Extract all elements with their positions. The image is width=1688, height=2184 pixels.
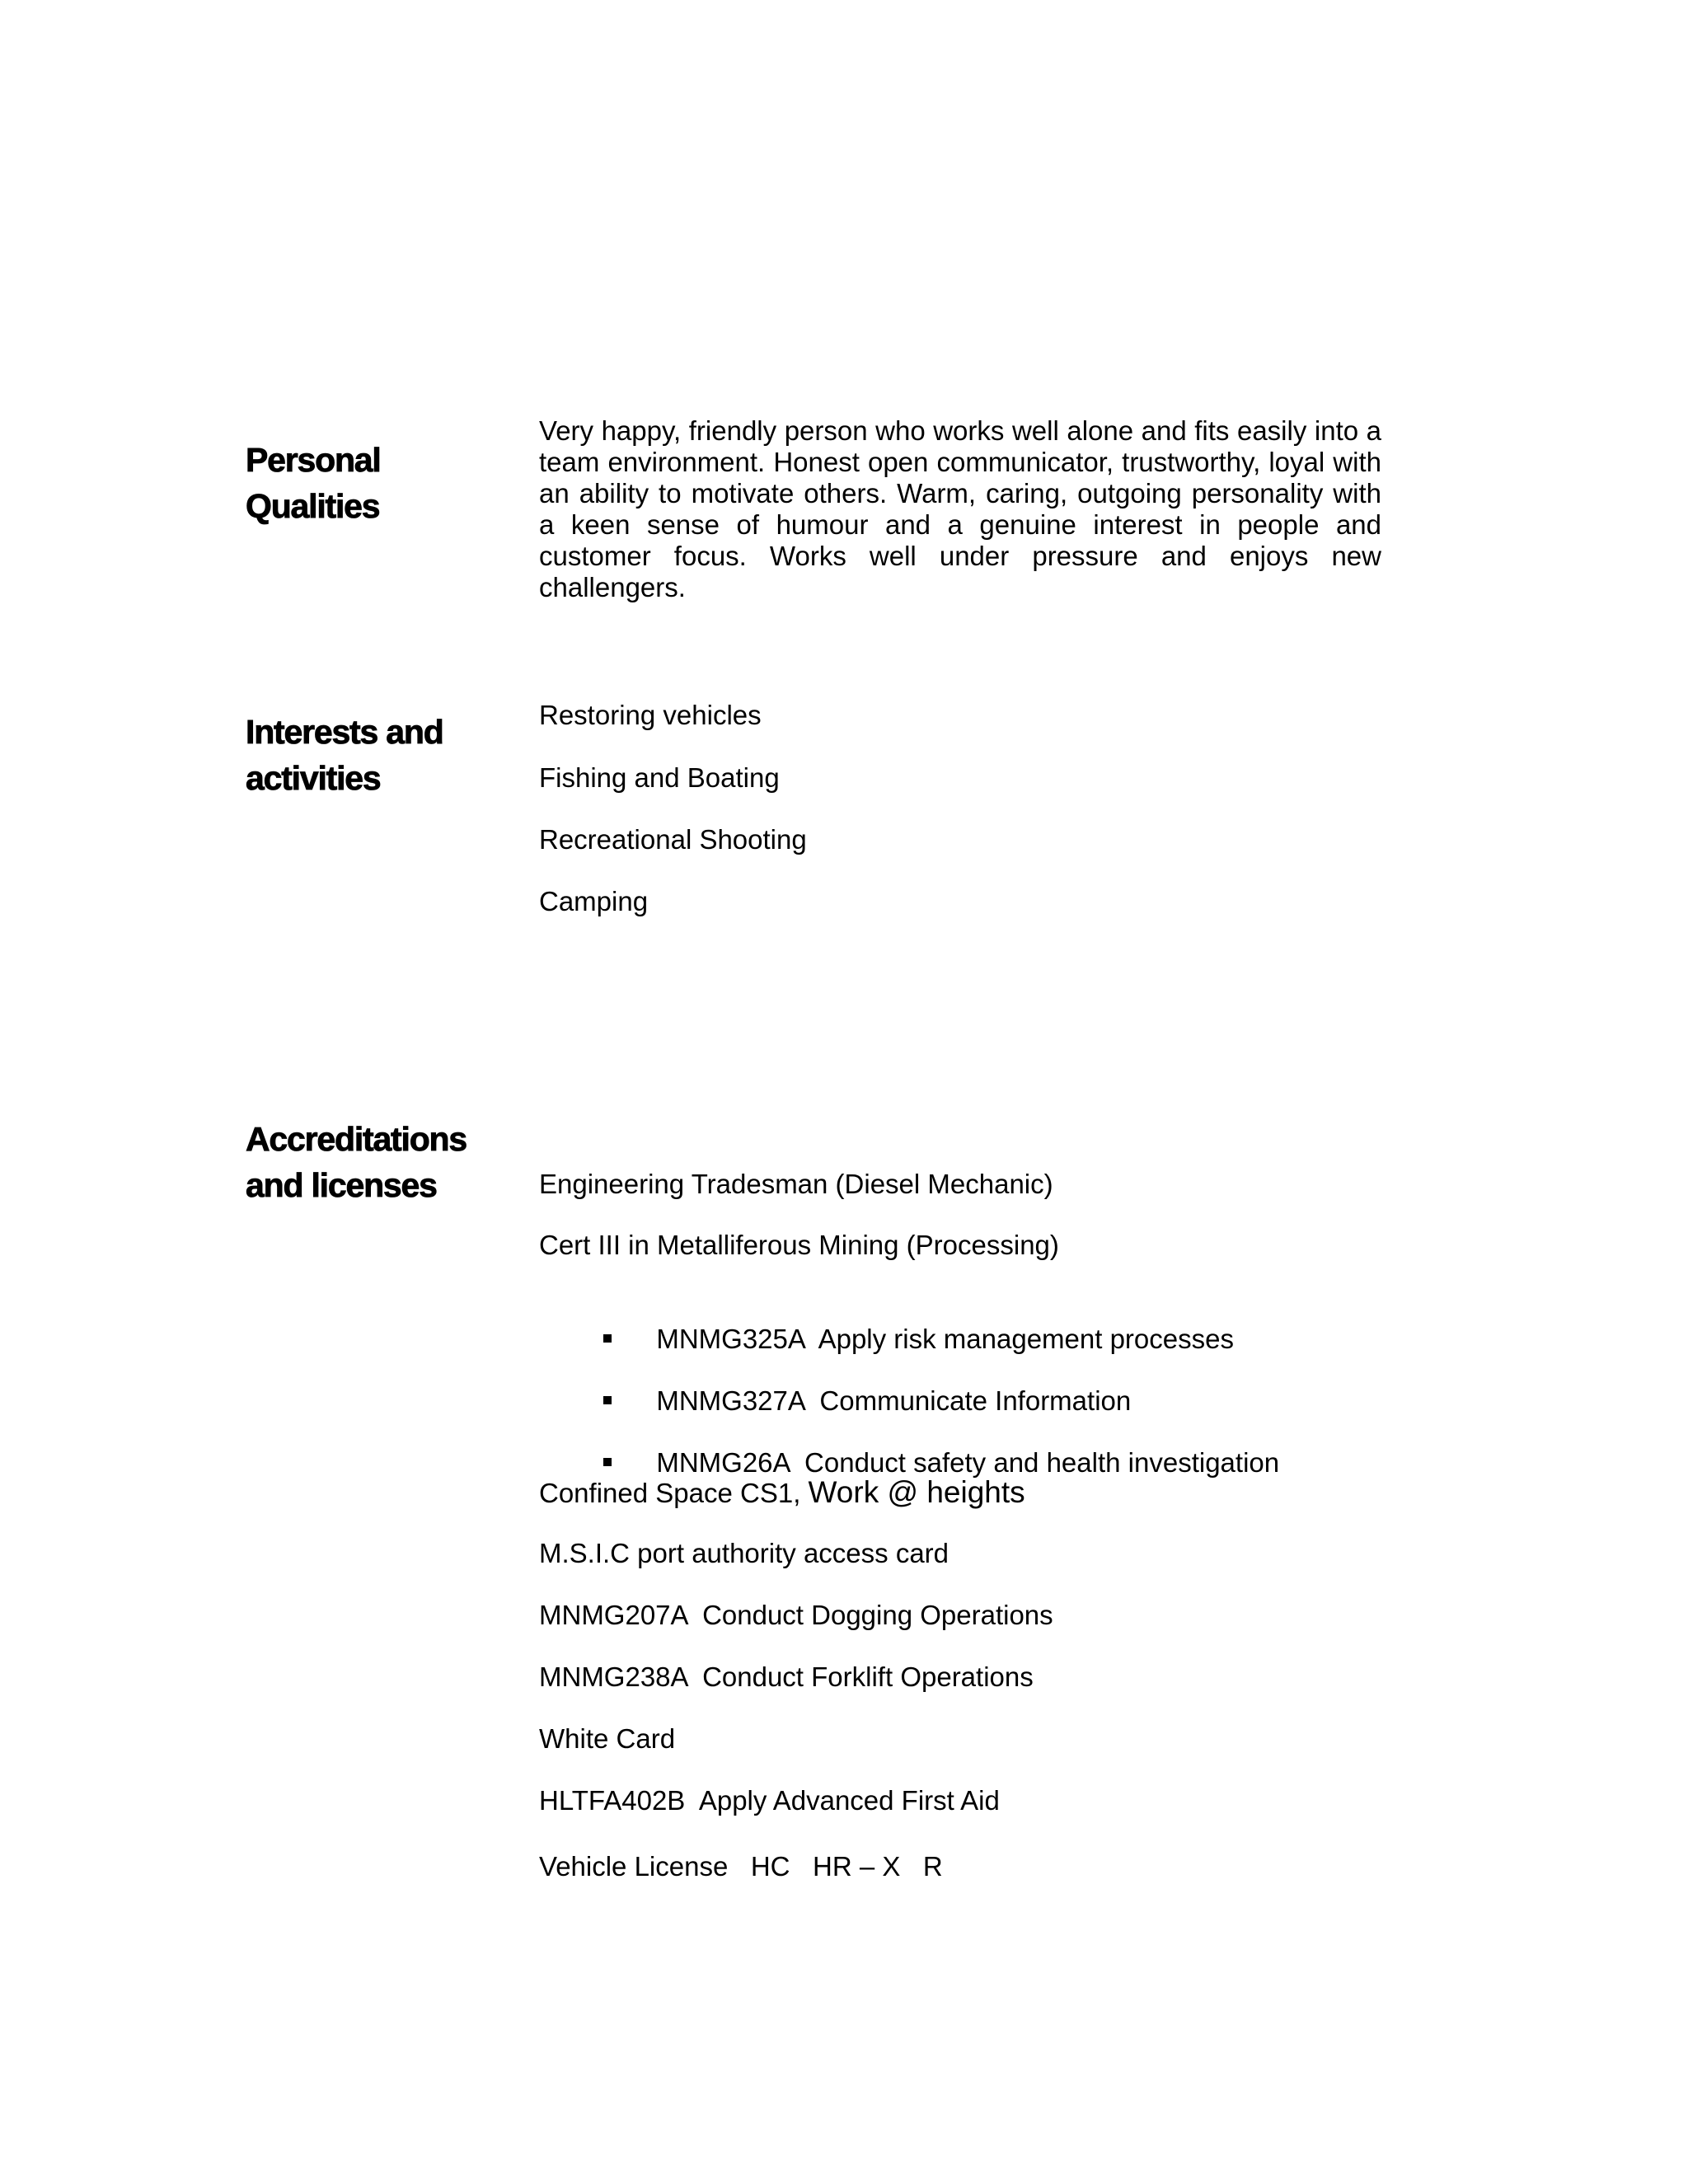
accreditation-item: HLTFA402B Apply Advanced First Aid [539,1785,1000,1816]
interests-heading-line2: activities [246,759,381,797]
accreditation-sub-item-text: MNMG327A Communicate Information [656,1385,1132,1416]
confined-space-text: Confined Space CS1, [539,1478,809,1508]
accreditation-item [539,1476,1025,1510]
interest-item: Recreational Shooting [539,824,807,855]
interest-item: Restoring vehicles [539,700,762,730]
square-bullet-icon [603,1396,612,1404]
accreditation-sub-item [588,1413,1279,1479]
accreditation-sub-item [588,1290,1234,1356]
work-heights-text: Work @ heights [808,1475,1025,1509]
accreditation-item: Vehicle License HC HR – X R [539,1851,943,1882]
accreditation-sub-item-text: MNMG26A Conduct safety and health investigation [656,1447,1280,1478]
accreditation-sub-item-text: MNMG325A Apply risk management processes [656,1324,1234,1354]
square-bullet-icon [603,1458,612,1466]
square-bullet-icon [603,1334,612,1343]
accreditation-sub-item [588,1352,1131,1418]
accreditation-item: MNMG207A Conduct Dogging Operations [539,1600,1053,1630]
accreditation-item: Engineering Tradesman (Diesel Mechanic) [539,1169,1053,1199]
accreditation-item: M.S.I.C port authority access card [539,1538,950,1568]
personal-qualities-heading-line2: Qualities [246,487,380,525]
interests-heading-line1: Interests and [246,713,443,751]
interest-item: Camping [539,886,649,916]
personal-qualities-heading-line1: Personal [246,441,381,479]
accreditations-heading [246,1116,467,1208]
personal-qualities-heading [246,437,381,529]
accreditation-item: Cert III in Metalliferous Mining (Processing) [539,1230,1059,1260]
accreditations-heading-line1: Accreditations [246,1120,467,1158]
personal-qualities-body [539,415,1381,603]
personal-qualities-paragraph: Very happy, friendly person who works well alone and fits easily into a team environment. Honest open communicator, trustworthy, loyal with an ability to motivate others. Warm, caring, outgoing personality with a keen sense of humour and a genuine interest in people and customer focus. Works well under pressure and enjoys new challengers. [539,415,1381,602]
accreditation-item: MNMG238A Conduct Forklift Operations [539,1661,1034,1692]
accreditations-heading-line2: and licenses [246,1166,437,1204]
interest-item: Fishing and Boating [539,762,780,793]
interests-heading [246,709,443,801]
accreditation-item: White Card [539,1723,676,1754]
